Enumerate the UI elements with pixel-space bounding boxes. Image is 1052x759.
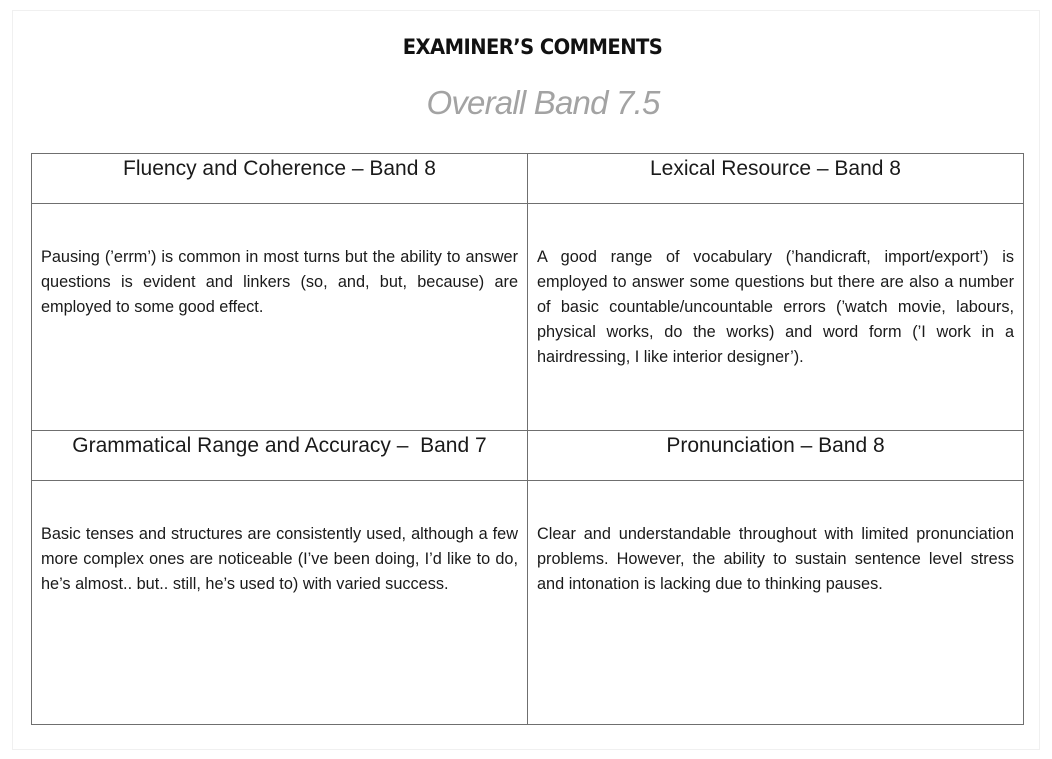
- examiner-comments-heading-wrap: [0, 35, 1052, 59]
- pronunciation-header-cell: [528, 431, 1024, 481]
- criteria-body-row-1: [32, 204, 1024, 431]
- overall-band-wrap: [0, 84, 1052, 122]
- pronunciation-title: Pronunciation – Band 8: [666, 434, 885, 457]
- grammar-header-cell: [32, 431, 528, 481]
- fluency-coherence-comment: Pausing (’errm’) is common in most turns but the ability to answer questions is evident and linkers (so, and, but, because) are employed to some good effect.: [41, 248, 518, 316]
- lexical-resource-title: Lexical Resource – Band 8: [650, 157, 901, 180]
- grammar-body-cell: [32, 481, 528, 725]
- fluency-coherence-header-cell: [32, 154, 528, 204]
- fluency-coherence-title: Fluency and Coherence – Band 8: [123, 157, 436, 180]
- criteria-header-row-2: [32, 431, 1024, 481]
- examiner-comments-heading: EXAMINER’S COMMENTS: [403, 35, 663, 59]
- pronunciation-body-cell: [528, 481, 1024, 725]
- criteria-body-row-2: [32, 481, 1024, 725]
- lexical-resource-header-cell: [528, 154, 1024, 204]
- criteria-header-row-1: [32, 154, 1024, 204]
- pronunciation-comment: Clear and understandable throughout with limited pronunciation problems. However, the ability to sustain sentence level stress and intonation is lacking due to thinking pauses.: [537, 525, 1014, 593]
- fluency-coherence-body-cell: [32, 204, 528, 431]
- lexical-resource-body-cell: [528, 204, 1024, 431]
- overall-band-title: Overall Band 7.5: [426, 84, 660, 121]
- grammar-title: Grammatical Range and Accuracy – Band 7: [72, 434, 487, 457]
- grammar-comment: Basic tenses and structures are consistently used, although a few more complex ones are noticeable (I’ve been doing, I’d like to do, he’s almost.. but.. still, he’s used to) with varied success.: [41, 525, 518, 593]
- lexical-resource-comment: A good range of vocabulary (’handicraft, import/export’) is employed to answer some questions but there are also a number of basic countable/uncountable errors (’watch movie, labours, physical works, do the works) and word form (’I work in a hairdressing, I like interior designer’).: [537, 248, 1014, 366]
- criteria-table: [31, 153, 1024, 725]
